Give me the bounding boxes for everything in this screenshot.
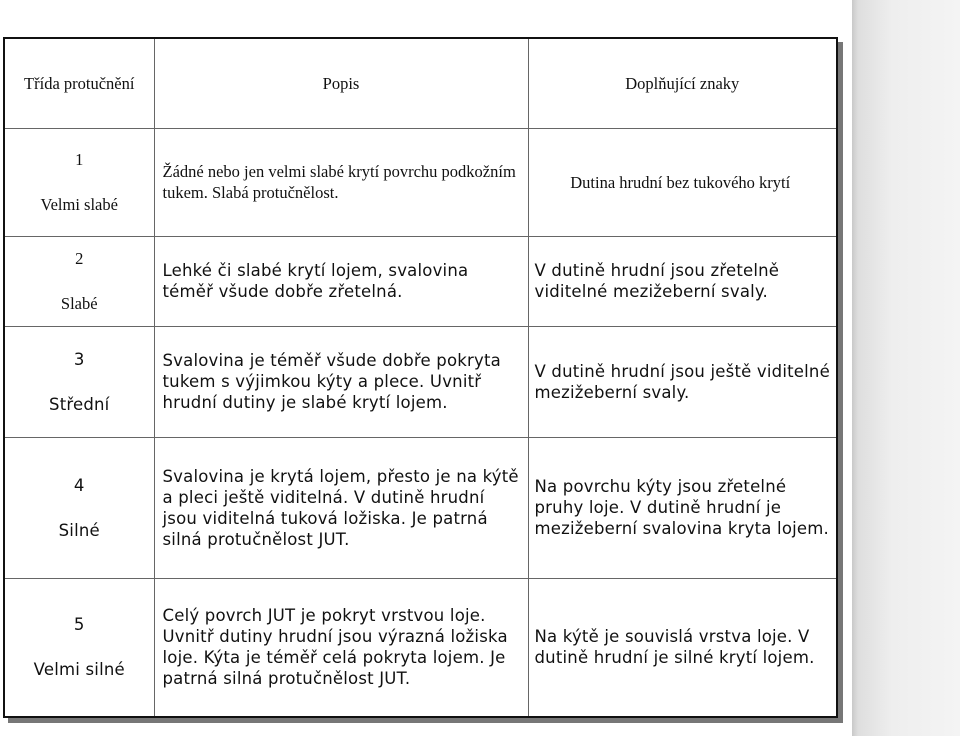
class-cell (4, 437, 154, 578)
additional-cell: Dutina hrudní bez tukového krytí (528, 128, 837, 236)
fat-class-table (3, 37, 838, 718)
table-row (4, 236, 837, 326)
additional-cell: V dutině hrudní jsou zřetelně viditelné mezižeberní svaly. (528, 236, 837, 326)
class-cell (4, 236, 154, 326)
additional-cell: Na kýtě je souvislá vrstva loje. V dutině hrudní je silné krytí lojem. (528, 578, 837, 717)
class-name: Silné (58, 520, 100, 540)
decorative-side-band (852, 0, 960, 736)
table-row (4, 128, 837, 236)
class-name: Velmi slabé (40, 195, 118, 214)
table-row (4, 326, 837, 437)
description-cell: Svalovina je krytá lojem, přesto je na kýtě a pleci ještě viditelná. V dutině hrudní jsou viditelná tuková ložiska. Je patrná silná protučnělost JUT. (154, 437, 528, 578)
class-number: 3 (73, 349, 85, 369)
description-cell: Žádné nebo jen velmi slabé krytí povrchu podkožním tukem. Slabá protučnělost. (154, 128, 528, 236)
additional-cell: V dutině hrudní jsou ještě viditelné mezižeberní svaly. (528, 326, 837, 437)
class-number: 4 (73, 475, 85, 495)
header-additional: Doplňující znaky (528, 38, 837, 128)
additional-cell: Na povrchu kýty jsou zřetelné pruhy loje. V dutině hrudní je mezižeberní svalovina kryta lojem. (528, 437, 837, 578)
description-cell: Svalovina je téměř všude dobře pokryta tukem s výjimkou kýty a plece. Uvnitř hrudní dutiny je slabé krytí lojem. (154, 326, 528, 437)
class-name: Střední (49, 394, 110, 414)
table-row (4, 437, 837, 578)
class-number: 1 (75, 150, 84, 169)
header-description: Popis (154, 38, 528, 128)
class-name: Velmi silné (33, 660, 125, 680)
class-cell (4, 578, 154, 717)
table-header-row (4, 38, 837, 128)
class-number: 5 (73, 615, 85, 635)
header-class: Třída protučnění (4, 38, 154, 128)
class-cell (4, 326, 154, 437)
table-row (4, 578, 837, 717)
class-name: Slabé (60, 294, 98, 313)
description-cell: Celý povrch JUT je pokryt vrstvou loje. Uvnitř dutiny hrudní jsou výrazná ložiska loje. Kýta je téměř celá pokryta lojem. Je patrná silná protučnělost JUT. (154, 578, 528, 717)
class-cell (4, 128, 154, 236)
description-cell: Lehké či slabé krytí lojem, svalovina téměř všude dobře zřetelná. (154, 236, 528, 326)
class-number: 2 (75, 249, 84, 268)
